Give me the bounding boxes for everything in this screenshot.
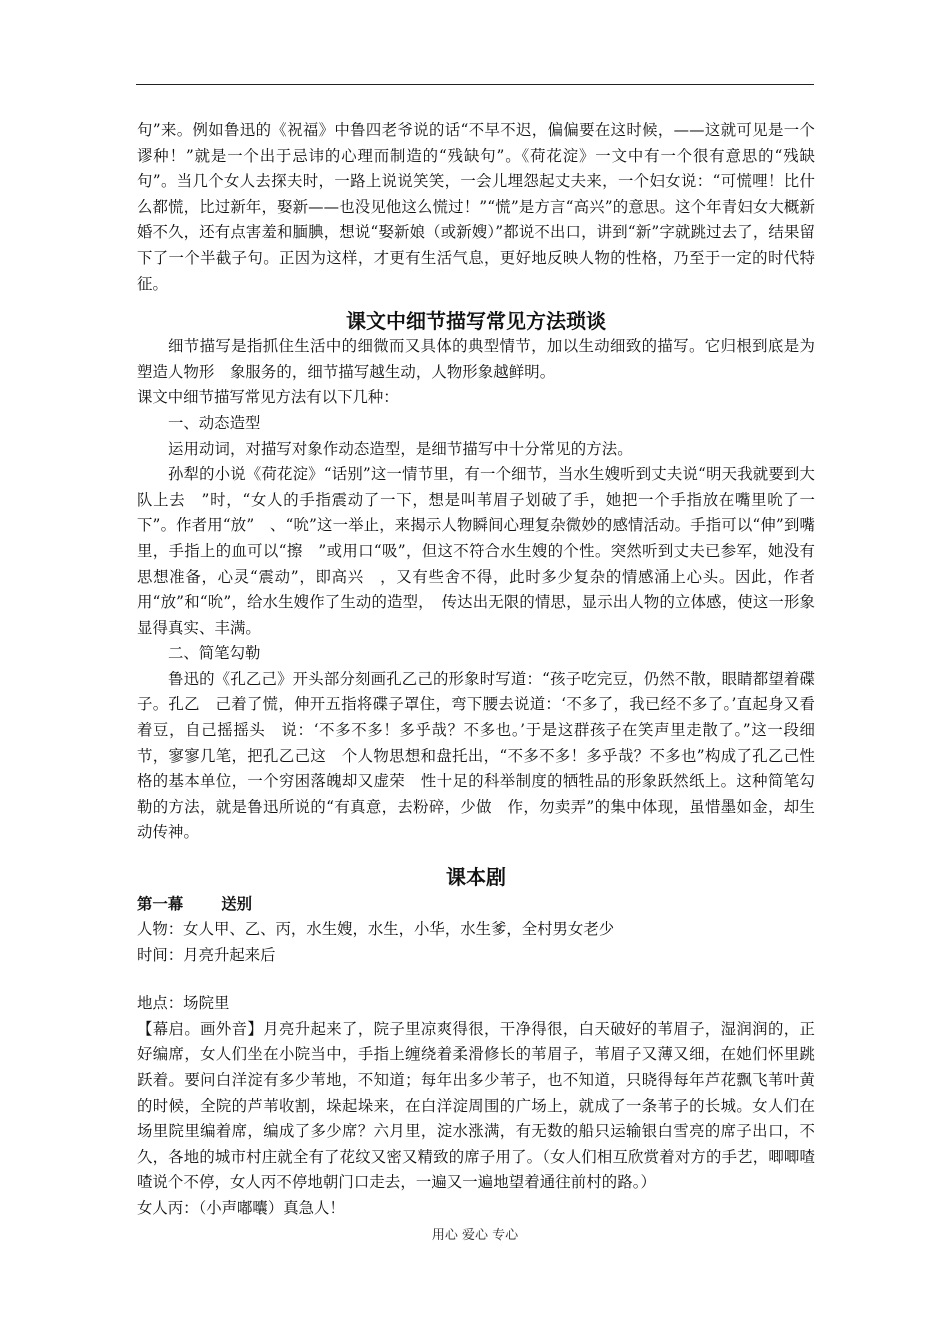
methods-intro: 课文中细节描写常见方法有以下几种： xyxy=(137,388,399,407)
article-title: 课文中细节描写常见方法琐谈 xyxy=(346,309,606,334)
time-line: 时间：月亮升起来后 xyxy=(137,945,276,964)
section2-paragraph-1: 鲁迅的《孔乙己》开头部分刻画孔乙己的形象时写道：“孩子吃完豆，仍然不散，眼睛都望着碟子。孔乙 己着了慌，伸开五指将碟子罩住，弯下腰去说道：‘不多了，我已经不多了。’直起身又看着豆，自己摇摇头 说：‘不多不多！多乎哉？不多也。’于是这群孩子在笑声里走散了。”这一段细节，寥寥几笔，把孔乙己这 个人物思想和盘托出，“不多不多！多乎哉？不多也”构成了孔乙己性格的基本单位，一个穷困落魄却又虚荣 性十足的科举制度的牺牲品的形象跃然纸上。这种简笔勾勒的方法，就是鲁迅所说的“有真意，去粉碎，少做 作，勿卖弄”的集中体现，虽惜墨如金，却生动传神。 xyxy=(137,669,815,842)
place-line: 地点：场院里 xyxy=(137,994,230,1013)
section1-paragraph-2: 孙犁的小说《荷花淀》“话别”这一情节里，有一个细节，当水生嫂听到丈夫说“明天我就要到大队上去 ”时，“女人的手指震动了一下，想是叫苇眉子划破了手，她把一个手指放在嘴里吮了一下”。作者用“放” 、“吮”这一举止，来揭示人物瞬间心理复杂微妙的感情活动。手指可以“伸”到嘴里，手指上的血可以“擦 ”或用口“吸”，但这不符合水生嫂的个性。突然听到丈夫已参军，她没有思想准备，心灵“震动”，即高兴 ，又有些舍不得，此时多少复杂的情感涌上心头。因此，作者用“放”和“吮”，给水生嫂作了生动的造型， 传达出无限的情思，显示出人物的立体感，使这一形象显得真实、丰满。 xyxy=(137,465,815,637)
section-heading-sketch: 二、简笔勾勒 xyxy=(168,644,261,663)
section-heading-dynamic: 一、动态造型 xyxy=(168,413,261,432)
act-name: 送别 xyxy=(221,895,252,914)
dialogue-line: 女人丙：（小声嘟囔）真急人！ xyxy=(137,1198,345,1217)
act-label: 第一幕 xyxy=(137,895,184,914)
scene-description: 【幕启。画外音】月亮升起来了，院子里凉爽得很，干净得很，白天破好的苇眉子，湿润润的，正好编席，女人们坐在小院当中，手指上缠绕着柔滑修长的苇眉子，苇眉子又薄又细，在她们怀里跳跃着。要问白洋淀有多少苇地，不知道；每年出多少苇子，也不知道，只晓得每年芦花飘飞苇叶黄的时候，全院的芦苇收割，垛起垛来，在白洋淀周围的广场上，就成了一条苇子的长城。女人们在场里院里编着席，编成了多少席？六月里，淀水涨满，有无数的船只运输银白雪亮的席子出口，不久，各地的城市村庄就全有了花纹又密又精致的席子用了。（女人们相互欣赏着对方的手艺，唧唧喳喳说个不停，女人丙不停地朝门口走去，一遍又一遍地望着通往前村的路。） xyxy=(137,1019,815,1192)
article-intro: 细节描写是指抓住生活中的细微而又具体的典型情节，加以生动细致的描写。它归根到底是为塑造人物形 象服务的，细节描写越生动，人物形象越鲜明。 xyxy=(137,337,815,381)
page-content xyxy=(137,118,815,1222)
blank-line xyxy=(137,968,815,991)
section1-paragraph-1: 运用动词，对描写对象作动态造型，是细节描写中十分常见的方法。 xyxy=(168,439,633,458)
intro-paragraph: 句”来。例如鲁迅的《祝福》中鲁四老爷说的话“不早不迟，偏偏要在这时候，——这就可见是一个谬种！”就是一个出于忌讳的心理而制造的“残缺句”。《荷花淀》一文中有一个很有意思的“残缺句”。当几个女人去探夫时，一路上说说笑笑，一会儿埋怨起丈夫来，一个妇女说：“可慌哩！比什么都慌，比过新年，娶新——也没见他这么慌过！”“慌”是方言“高兴”的意思。这个年青妇女大概新婚不久，还有点害羞和腼腆，想说“娶新娘（或新嫂）”都说不出口，讲到“新”字就跳过去了，结果留下了一个半截子句。正因为这样，才更有生活气息，更好地反映人物的性格，乃至于一定的时代特征。 xyxy=(137,121,815,293)
header-rule xyxy=(136,84,814,85)
characters-line: 人物：女人甲、乙、丙，水生嫂，水生，小华，水生爹，全村男女老少 xyxy=(137,920,615,939)
act-heading xyxy=(137,892,815,917)
page-footer: 用心 爱心 专心 xyxy=(431,1228,519,1243)
play-title: 课本剧 xyxy=(446,865,506,890)
